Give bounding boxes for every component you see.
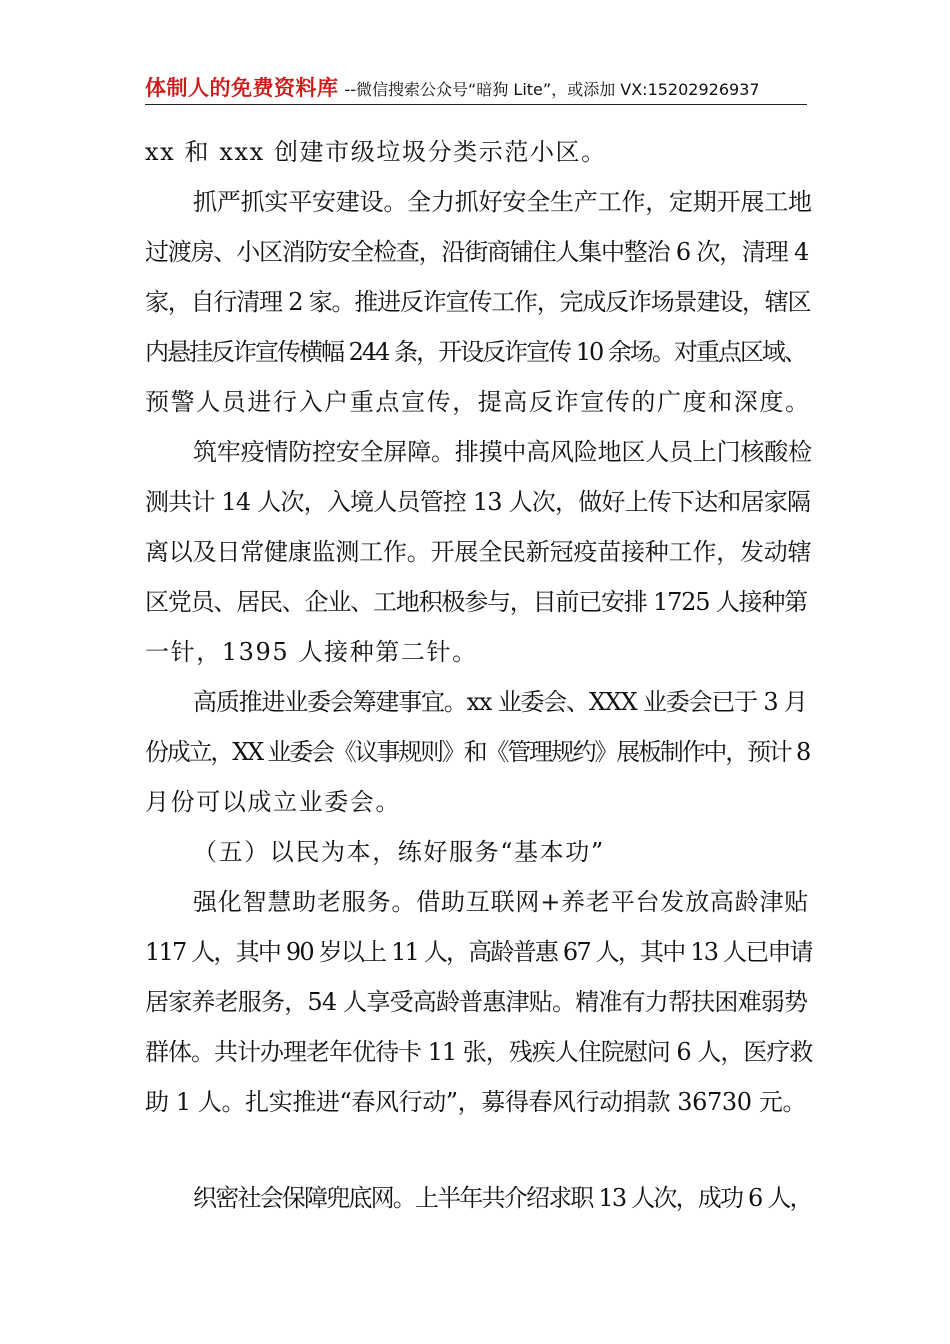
header-tagline: --微信搜索公众号“暗狗 Lite”，或添加 VX:15202926937 (344, 80, 760, 99)
text-line: 117 人，其中 90 岁以上 11 人，高龄普惠 67 人，其中 13 人已申请 (145, 938, 812, 966)
text-line: 群体。共计办理老年优待卡 11 张，残疾人住院慰问 6 人，医疗救 (145, 1038, 813, 1066)
text-line: 预警人员进行入户重点宣传，提高反诈宣传的广度和深度。 (145, 388, 811, 416)
text-line: 月份可以成立业委会。 (145, 788, 401, 816)
header-brand: 体制人的免费资料库 (145, 76, 339, 100)
page-header (145, 72, 807, 105)
text-line: 内悬挂反诈宣传横幅 244 条，开设反诈宣传 10 余场。对重点区域、 (145, 338, 806, 366)
text-line: 测共计 14 人次，入境人员管控 13 人次，做好上传下达和居家隔 (145, 488, 811, 516)
paragraph-line: 强化智慧助老服务。借助互联网+养老平台发放高龄津贴 (193, 888, 810, 916)
text-line: 一针，1395 人接种第二针。 (145, 638, 478, 666)
text-line: 份成立，XX 业委会《议事规则》和《管理规约》展板制作中，预计 8 (145, 738, 810, 766)
paragraph-line: 抓严抓实平安建设。全力抓好安全生产工作，定期开展工地 (193, 188, 812, 216)
text-line: 离以及日常健康监测工作。开展全民新冠疫苗接种工作，发动辖 (145, 538, 812, 566)
text-line: 过渡房、小区消防安全检查，沿街商铺住人集中整治 6 次，清理 4 (145, 238, 809, 266)
text-line: 区党员、居民、企业、工地积极参与，目前已安排 1725 人接种第 (145, 588, 807, 616)
text-line: 居家养老服务，54 人享受高龄普惠津贴。精准有力帮扶困难弱势 (145, 988, 808, 1016)
text-line: xx 和 xxx 创建市级垃圾分类示范小区。 (145, 138, 607, 166)
section-heading: （五）以民为本，练好服务“基本功” (193, 838, 605, 866)
text-line: 助 1 人。扎实推进“春风行动”，募得春风行动捐款 36730 元。 (145, 1088, 807, 1116)
text-line: 家，自行清理 2 家。推进反诈宣传工作，完成反诈场景建设，辖区 (145, 288, 811, 316)
paragraph-line: 高质推进业委会筹建事宜。xx 业委会、XXX 业委会已于 3 月 (193, 688, 807, 716)
paragraph-line: 筑牢疫情防控安全屏障。排摸中高风险地区人员上门核酸检 (193, 438, 812, 466)
paragraph-line: 织密社会保障兜底网。上半年共介绍求职 13 人次，成功 6 人， (193, 1184, 812, 1212)
